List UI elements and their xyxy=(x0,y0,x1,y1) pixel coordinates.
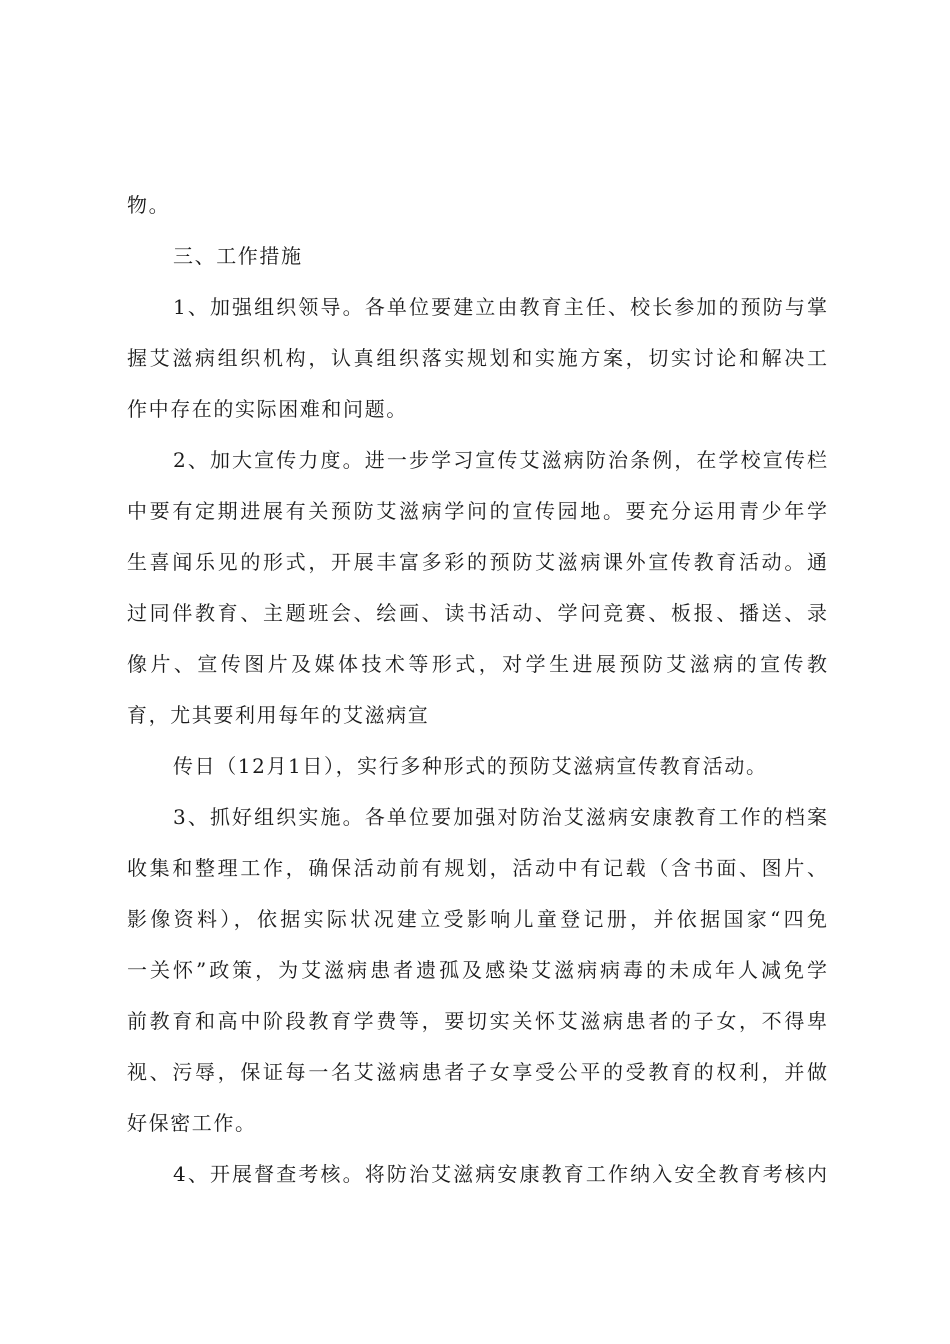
text-line: 中要有定期进展有关预防艾滋病学问的宣传园地。要充分运用青少年学 xyxy=(127,499,827,523)
text-line: 4、开展督查考核。将防治艾滋病安康教育工作纳入安全教育考核内 xyxy=(173,1162,827,1186)
text-line: 握艾滋病组织机构，认真组织落实规划和实施方案，切实讨论和解决工 xyxy=(127,346,827,370)
text-line: 生喜闻乐见的形式，开展丰富多彩的预防艾滋病课外宣传教育活动。通 xyxy=(127,550,827,574)
text-line: 一关怀”政策，为艾滋病患者遗孤及感染艾滋病病毒的未成年人减免学 xyxy=(127,958,827,982)
text-line: 像片、宣传图片及媒体技术等形式，对学生进展预防艾滋病的宣传教 xyxy=(127,652,827,676)
text-line: 过同伴教育、主题班会、绘画、读书活动、学问竞赛、板报、播送、录 xyxy=(127,601,827,625)
text-line: 物。 xyxy=(127,193,171,217)
section-heading: 三、工作措施 xyxy=(173,244,303,268)
text-line: 视、污辱，保证每一名艾滋病患者子女享受公平的受教育的权利，并做 xyxy=(127,1060,827,1084)
text-line: 育，尤其要利用每年的艾滋病宣 xyxy=(127,703,430,727)
text-line: 好保密工作。 xyxy=(127,1111,257,1135)
text-line: 1、加强组织领导。各单位要建立由教育主任、校长参加的预防与掌 xyxy=(173,295,827,319)
text-line: 2、加大宣传力度。进一步学习宣传艾滋病防治条例，在学校宣传栏 xyxy=(173,448,827,472)
text-line: 3、抓好组织实施。各单位要加强对防治艾滋病安康教育工作的档案 xyxy=(173,805,827,829)
text-line: 传日（12月1日），实行多种形式的预防艾滋病宣传教育活动。 xyxy=(173,754,768,778)
text-line: 收集和整理工作，确保活动前有规划，活动中有记载（含书面、图片、 xyxy=(127,856,827,880)
text-line: 作中存在的实际困难和问题。 xyxy=(127,397,408,421)
text-line: 前教育和高中阶段教育学费等，要切实关怀艾滋病患者的子女，不得卑 xyxy=(127,1009,827,1033)
text-line: 影像资料），依据实际状况建立受影响儿童登记册，并依据国家“四免 xyxy=(127,907,827,931)
